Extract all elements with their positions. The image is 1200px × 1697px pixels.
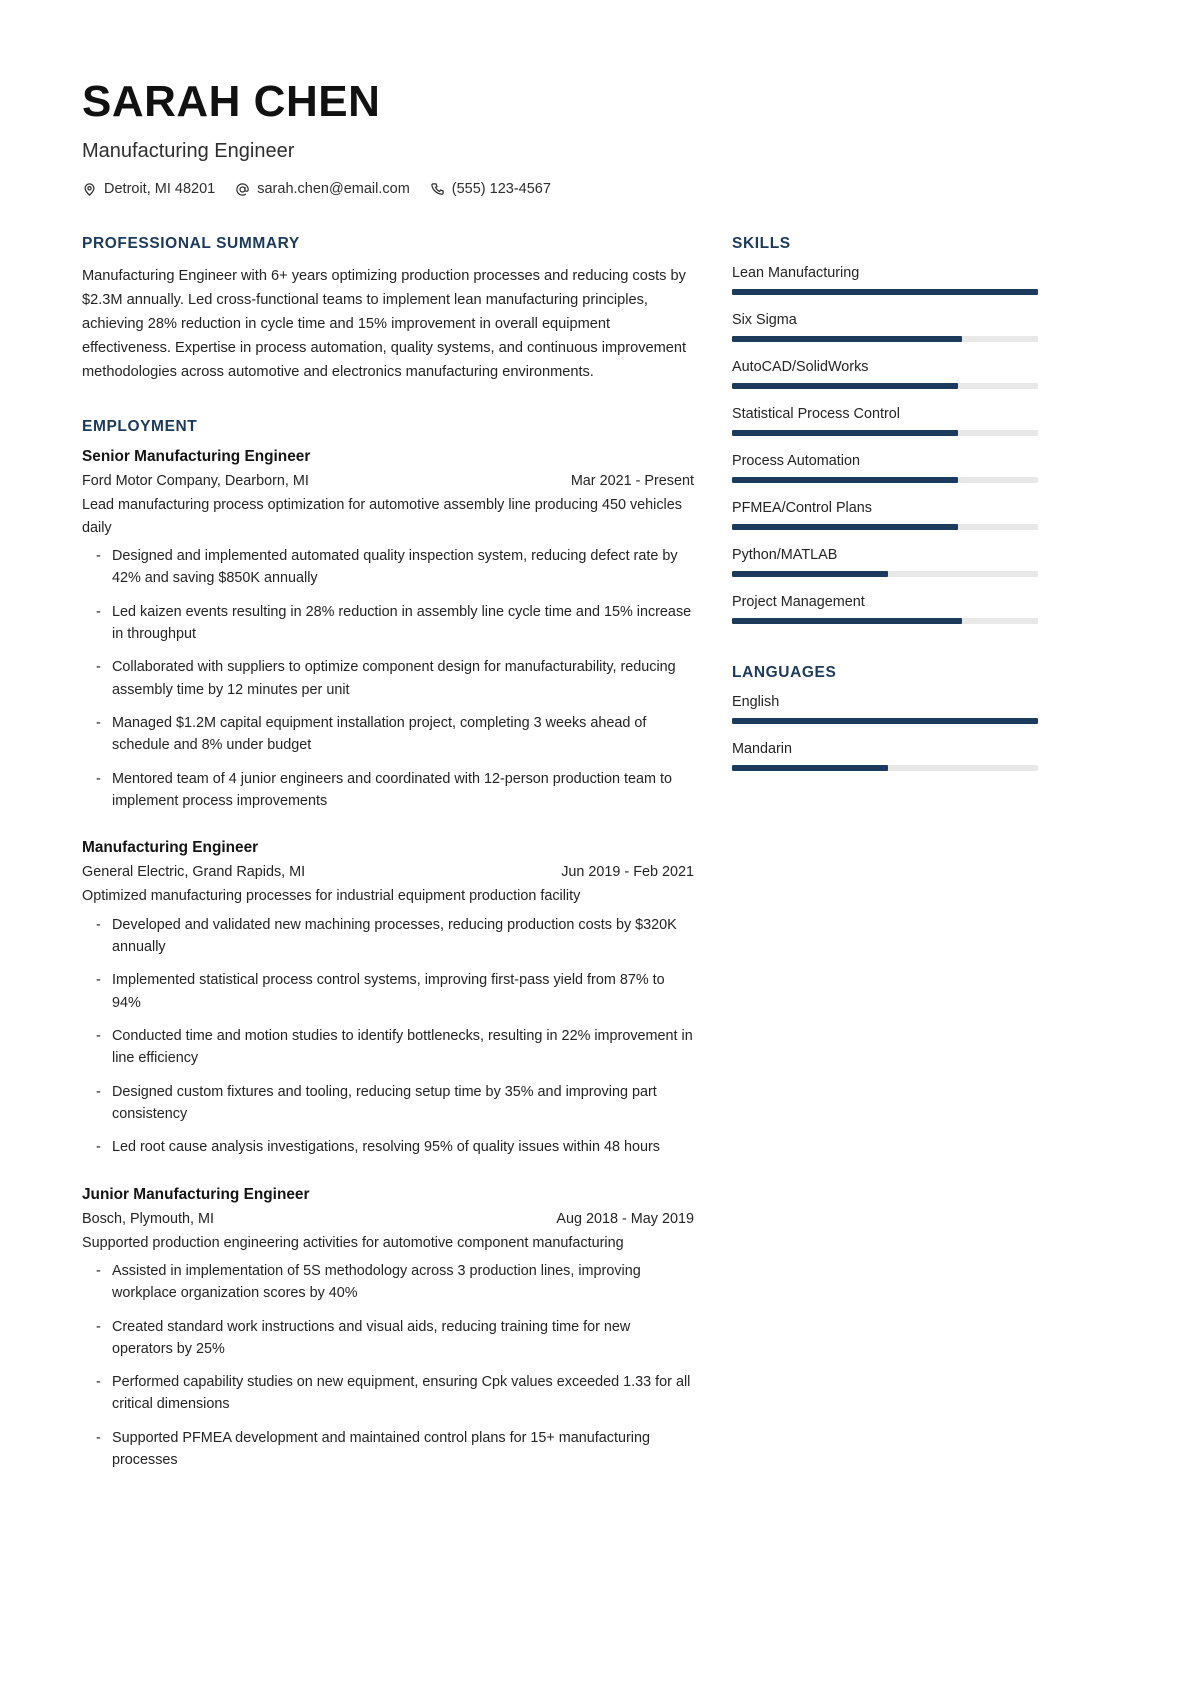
contact-phone: [430, 181, 551, 197]
employment-bullet-text: Developed and validated new machining processes, reducing production costs by $320K annually: [112, 916, 677, 955]
employment-company: General Electric, Grand Rapids, MI: [82, 864, 306, 881]
employment-bullet-text: Collaborated with suppliers to optimize component design for manufacturability, reducing assembly time by 12 minutes per unit: [112, 659, 676, 698]
language-item-level-fill: [732, 765, 888, 771]
employment-bullet-text: Managed $1.2M capital equipment installation project, completing 3 weeks ahead of schedule and 8% under budget: [112, 714, 647, 754]
skill-item-label: Statistical Process Control: [732, 406, 900, 423]
employment-bullet-text: Assisted in implementation of 5S methodology across 3 production lines, improving workplace organization scores by 40%: [112, 1262, 641, 1302]
skill-item-label: AutoCAD/SolidWorks: [732, 359, 869, 376]
employment-role: Manufacturing Engineer: [82, 839, 259, 857]
employment-bullet: [82, 545, 694, 590]
employment-entry: [82, 839, 694, 1158]
employment-bullet-text: Designed and implemented automated quality inspection system, reducing defect rate by 42% and saving $850K annually: [112, 547, 678, 587]
employment-section: [82, 418, 694, 1471]
employment-bullet: [82, 768, 694, 813]
employment-bullet-text: Mentored team of 4 junior engineers and coordinated with 12-person production team to implement process improvements: [112, 770, 672, 809]
employment-bullet: [82, 969, 694, 1014]
skill-item-level-fill: [732, 383, 958, 389]
employment-bullet-list: [82, 545, 694, 812]
skill-item-level-fill: [732, 336, 962, 342]
skills-list: [732, 265, 1038, 624]
bullet-dash-icon: -: [96, 1083, 101, 1100]
employment-bullet: [82, 1260, 694, 1305]
employment-bullet: [82, 1136, 694, 1158]
contact-email-text: sarah.chen@email.com: [257, 181, 410, 198]
employment-bullet-text: Conducted time and motion studies to identify bottlenecks, resulting in 22% improvement in line efficiency: [112, 1027, 693, 1067]
skill-item: [732, 547, 1038, 577]
bullet-dash-icon: -: [96, 547, 101, 564]
employment-bullet: [82, 914, 694, 959]
skill-item-level-bar: [732, 524, 1038, 530]
skill-item: [732, 500, 1038, 530]
skill-item-label: Python/MATLAB: [732, 547, 838, 564]
skill-item: [732, 453, 1038, 483]
employment-bullet-text: Supported PFMEA development and maintained control plans for 15+ manufacturing processes: [112, 1429, 650, 1469]
language-item-level-fill: [732, 718, 1038, 724]
employment-entry: [82, 1186, 694, 1472]
bullet-dash-icon: -: [96, 1374, 101, 1391]
skill-item-level-bar: [732, 383, 1038, 389]
employment-description: Lead manufacturing process optimization for automotive assembly line producing 450 vehicles daily: [82, 497, 682, 536]
candidate-job-title: Manufacturing Engineer: [82, 140, 295, 163]
bullet-dash-icon: -: [96, 1318, 101, 1335]
section-title-summary: PROFESSIONAL SUMMARY: [82, 235, 300, 253]
employment-list: [82, 448, 694, 1471]
employment-bullet-text: Created standard work instructions and visual aids, reducing training time for new operators by 25%: [112, 1318, 631, 1357]
employment-company: Ford Motor Company, Dearborn, MI: [82, 473, 309, 490]
skill-item-level-fill: [732, 571, 888, 577]
main-column: [82, 235, 694, 1471]
employment-bullet-text: Led kaizen events resulting in 28% reduction in assembly line cycle time and 15% increase in throughput: [112, 603, 692, 642]
employment-bullet: [82, 1371, 694, 1416]
employment-bullet: [82, 601, 694, 646]
side-column: [732, 235, 1038, 1471]
employment-description: Supported production engineering activities for automotive component manufacturing: [82, 1234, 624, 1251]
skill-item-label: Six Sigma: [732, 312, 797, 329]
contact-email: [235, 181, 410, 197]
skill-item-level-fill: [732, 289, 1038, 295]
employment-role: Junior Manufacturing Engineer: [82, 1185, 310, 1203]
skill-item-label: Lean Manufacturing: [732, 265, 860, 282]
skill-item: [732, 594, 1038, 624]
employment-role: Senior Manufacturing Engineer: [82, 448, 311, 466]
employment-meta: [82, 473, 694, 489]
bullet-dash-icon: -: [96, 1139, 101, 1156]
employment-bullet-text: Implemented statistical process control systems, improving first-pass yield from 87% to 94%: [112, 972, 665, 1011]
employment-bullet-text: Performed capability studies on new equipment, ensuring Cpk values exceeded 1.33 for all critical dimensions: [112, 1374, 691, 1413]
employment-meta: [82, 1211, 694, 1227]
skill-item-level-bar: [732, 477, 1038, 483]
bullet-dash-icon: -: [96, 603, 101, 620]
section-title-languages: LANGUAGES: [732, 664, 837, 682]
bullet-dash-icon: -: [96, 1429, 101, 1446]
languages-list: [732, 694, 1038, 771]
phone-icon: [430, 182, 445, 197]
employment-bullet: [82, 656, 694, 701]
employment-dates: Jun 2019 - Feb 2021: [561, 864, 694, 881]
employment-bullet-list: [82, 914, 694, 1159]
skill-item-level-fill: [732, 618, 962, 624]
resume-body: [82, 235, 1118, 1471]
employment-bullet: [82, 712, 694, 757]
language-item-label: Mandarin: [732, 741, 792, 758]
summary-text: Manufacturing Engineer with 6+ years optimizing production processes and reducing costs by $2.3M annually. Led cross-functional teams to implement lean manufacturing principles, achieving 28% reduction in cycle time and 15% improvement in overall equipment effectiveness. Expertise in process automation, quality systems, and continuous improvement methodologies across automotive and electronics manufacturing environments.: [82, 268, 687, 380]
employment-dates: Aug 2018 - May 2019: [556, 1210, 694, 1227]
employment-bullet: [82, 1081, 694, 1126]
bullet-dash-icon: -: [96, 1262, 101, 1279]
professional-summary-section: [82, 235, 694, 384]
skill-item: [732, 312, 1038, 342]
at-email-icon: [235, 182, 250, 197]
skill-item: [732, 265, 1038, 295]
location-pin-icon: [82, 182, 97, 197]
contact-row: [82, 181, 1118, 197]
employment-dates: Mar 2021 - Present: [570, 473, 694, 490]
contact-location: [82, 181, 215, 197]
employment-description: Optimized manufacturing processes for industrial equipment production facility: [82, 888, 581, 905]
skill-item-level-bar: [732, 430, 1038, 436]
resume-header: [82, 78, 1118, 197]
section-title-skills: SKILLS: [732, 235, 791, 253]
employment-bullet-text: Designed custom fixtures and tooling, reducing setup time by 35% and improving part consistency: [112, 1083, 657, 1122]
contact-location-text: Detroit, MI 48201: [104, 181, 216, 198]
bullet-dash-icon: -: [96, 770, 101, 787]
language-item-level-bar: [732, 765, 1038, 771]
contact-phone-text: (555) 123-4567: [451, 181, 551, 198]
skill-item-level-bar: [732, 571, 1038, 577]
skill-item-level-bar: [732, 289, 1038, 295]
language-item-label: English: [732, 694, 780, 711]
section-title-employment: EMPLOYMENT: [82, 418, 198, 436]
employment-bullet-text: Led root cause analysis investigations, resolving 95% of quality issues within 48 hours: [112, 1139, 660, 1156]
bullet-dash-icon: -: [96, 1027, 101, 1044]
skill-item-label: PFMEA/Control Plans: [732, 500, 872, 517]
skill-item-label: Process Automation: [732, 453, 860, 470]
language-item-level-bar: [732, 718, 1038, 724]
languages-section: [732, 664, 1038, 771]
skill-item: [732, 359, 1038, 389]
employment-bullet: [82, 1316, 694, 1361]
language-item: [732, 694, 1038, 724]
bullet-dash-icon: -: [96, 659, 101, 676]
skills-section: [732, 235, 1038, 624]
candidate-name: SARAH CHEN: [82, 77, 381, 126]
employment-company: Bosch, Plymouth, MI: [82, 1210, 214, 1227]
employment-entry: [82, 448, 694, 812]
bullet-dash-icon: -: [96, 916, 101, 933]
skill-item: [732, 406, 1038, 436]
skill-item-level-fill: [732, 430, 958, 436]
bullet-dash-icon: -: [96, 972, 101, 989]
skill-item-label: Project Management: [732, 594, 865, 611]
skill-item-level-fill: [732, 477, 958, 483]
employment-meta: [82, 864, 694, 880]
employment-bullet-list: [82, 1260, 694, 1472]
employment-bullet: [82, 1025, 694, 1070]
employment-bullet: [82, 1427, 694, 1472]
bullet-dash-icon: -: [96, 714, 101, 731]
skill-item-level-fill: [732, 524, 958, 530]
skill-item-level-bar: [732, 618, 1038, 624]
skill-item-level-bar: [732, 336, 1038, 342]
language-item: [732, 741, 1038, 771]
